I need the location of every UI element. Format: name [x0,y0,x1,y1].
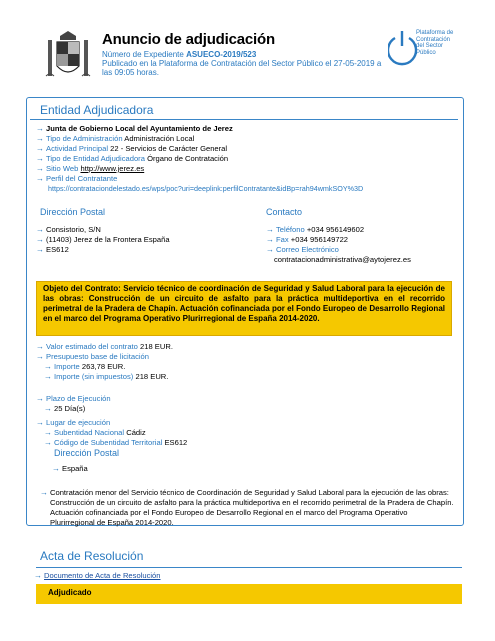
arrow-icon: → [266,225,274,234]
arrow-icon: → [44,438,52,447]
codigo-subentidad: → Código de Subentidad Territorial ES612 [44,438,188,447]
tipo-entidad: → Tipo de Entidad Adjudicadora Órgano de Contratación [36,154,229,163]
lugar-direccion-title: Dirección Postal [54,448,120,458]
arrow-icon: → [36,124,44,133]
published-line-2: las 09:05 horas. [102,68,159,77]
entidad-name: → Junta de Gobierno Local del Ayuntamiento de Jerez [36,124,233,133]
expediente-line: Número de Expediente ASUECO-2019/523 [102,50,257,59]
arrow-icon: → [36,245,44,254]
arrow-icon: → [36,174,44,183]
arrow-icon: → [266,245,274,254]
arrow-icon: → [36,418,44,427]
coat-of-arms-icon [42,30,94,84]
entidad-title: Entidad Adjudicadora [40,103,154,117]
lugar-pais: → España [52,464,88,473]
documento-acta [34,571,161,581]
direccion-line2: → (11403) Jerez de la Frontera España [36,235,170,244]
arrow-icon: → [40,488,48,497]
objeto-contrato: Objeto del Contrato: Servicio técnico de coordinación de Seguridad y Salud Laboral para la ejecución de las obras: Construcción de un circuito de asfalto para la práctica multideportiva en el recorrido perimetral de la Pradera de Chapín. Actuación cofinanciada por el Fondo Europeo de Desarrollo Regional en el marco del Programa Operativo Plurirregional de España 2014-2020. [36,281,452,336]
correo-value: contratacionadministrativa@aytojerez.es [274,255,411,264]
arrow-icon: → [44,372,52,381]
plazo-value: → 25 Día(s) [44,404,86,413]
sitio-web: → Sitio Web http://www.jerez.es [36,164,145,173]
divider [30,119,458,120]
perfil-contratante: → Perfil del Contratante [36,174,118,183]
valor-estimado: → Valor estimado del contrato 218 EUR. [36,342,173,351]
descripcion: → Contratación menor del Servicio técnico de Coordinación de Seguridad y Salud Laboral para la ejecución de las obras: Construcción de un circuito de asfalto para la práctica multideportiva en el recorrido perimetral de la Pradera de Chapín. Actuación cofinanciada por el Fondo Europeo de Desarrollo Regional en el marco del Programa Operativo Plurirregional de España 2014-2020. [40,488,454,527]
header [0,0,495,88]
acta-title: Acta de Resolución [40,549,144,563]
arrow-icon: → [44,428,52,437]
subentidad: → Subentidad Nacional Cádiz [44,428,146,437]
importe-sin: → Importe (sin impuestos) 218 EUR. [44,372,169,381]
arrow-icon: → [36,134,44,143]
plazo-label: → Plazo de Ejecución [36,394,111,403]
direccion-title: Dirección Postal [40,207,106,217]
perfil-link[interactable]: https://contrataciondelestado.es/wps/poc?uri=deeplink:perfilContratante&idBp=rah94wmkSOY%3D [48,184,364,193]
arrow-icon: → [266,235,274,244]
telefono: → Teléfono +034 956149602 [266,225,365,234]
actividad: → Actividad Principal 22 - Servicios de Carácter General [36,144,228,153]
lugar-label: → Lugar de ejecución [36,418,111,427]
arrow-icon: → [44,362,52,371]
arrow-icon: → [36,394,44,403]
direccion-line3: → ES612 [36,245,69,254]
arrow-icon: → [36,154,44,163]
published-line: Publicado en la Plataforma de Contratación del Sector Público el 27-05-2019 a [102,59,382,68]
arrow-icon: → [34,571,42,580]
tipo-admin: → Tipo de Administración Administración Local [36,134,195,143]
direccion-line1: → Consistorio, S/N [36,225,101,234]
correo-label: → Correo Electrónico [266,245,339,254]
presupuesto: → Presupuesto base de licitación [36,352,150,361]
importe: → Importe 263,78 EUR. [44,362,126,371]
arrow-icon: → [44,404,52,413]
contacto-title: Contacto [266,207,303,217]
arrow-icon: → [36,342,44,351]
arrow-icon: → [36,235,44,244]
arrow-icon: → [36,352,44,361]
arrow-icon: → [36,164,44,173]
arrow-icon: → [36,225,44,234]
documento-acta-link[interactable]: Documento de Acta de Resolución [44,571,161,580]
arrow-icon: → [36,144,44,153]
platform-logo-text: Plataforma de Contratación del Sector Público [416,30,454,56]
arrow-icon: → [52,464,60,473]
sitio-web-link[interactable]: http://www.jerez.es [80,164,145,173]
page-title: Anuncio de adjudicación [102,31,275,48]
fax: → Fax +034 956149722 [266,235,349,244]
divider [36,567,462,568]
adjudicado-banner: Adjudicado [36,584,462,604]
